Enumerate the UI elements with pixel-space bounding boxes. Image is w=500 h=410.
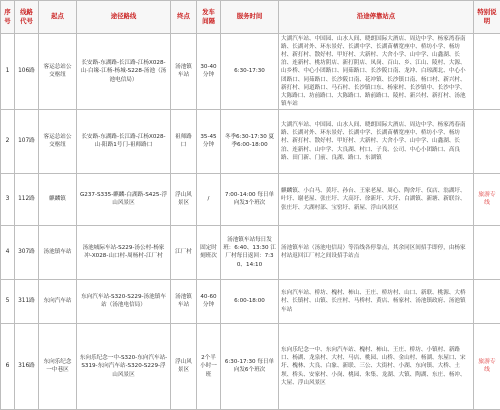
cell-interval: / xyxy=(197,173,221,225)
header-row xyxy=(1,1,500,34)
cell-stops: 麒麟镇、小白马、黄圩、孙台、王家老屋、周心、陶舍圩、仪店、翁湖圩、叶圩、谢老屋、张庄圩、大高圩、徐新圩、大圩、白湖镇、新塘、新联谷、张庄圩、大湖村部、宝窑圩、新屋、浮山风景区 xyxy=(279,173,474,225)
cell-line-code: 112路 xyxy=(15,173,39,225)
table-row xyxy=(1,323,500,409)
cell-seq: 5 xyxy=(1,279,15,323)
cell-interval: 固定时刻班次 xyxy=(197,225,221,279)
header-start: 起点 xyxy=(39,1,77,34)
cell-line-code: 107路 xyxy=(15,109,39,173)
cell-start: 东向乐纪念一中巷区 xyxy=(39,323,77,409)
table-row xyxy=(1,34,500,110)
cell-interval: 30-40分钟 xyxy=(197,34,221,110)
cell-end: 汤池镇车站 xyxy=(171,279,197,323)
cell-service-time: 冬季6:30-17:30 夏季6:00-18:00 xyxy=(221,109,279,173)
cell-service-time: 汤池镇车站每日发班：6:40、13:30 江厂村每日返回：7:30、14:10 xyxy=(221,225,279,279)
cell-start: 客运总站公交枢纽 xyxy=(39,109,77,173)
cell-end: 汤池镇车站 xyxy=(171,34,197,110)
cell-route: 东向汽车站-S320-S229-汤池镇车站（汤池电信局） xyxy=(77,279,171,323)
cell-line-code: 307路 xyxy=(15,225,39,279)
cell-route: 东向乐纪念一中-S320-东向汽车站-S319-东向汽车站-S320-S229-浮山风景区 xyxy=(77,323,171,409)
cell-stops: 大湖汽车站、中国园、山水人间、晓朗国际大酒店、周边中学、杨家湾春南路、长湖对外、环东景好、长湖中学、长湖苗栖宽座中、桥坊小学、杨坊村、新打村、散好村、甲好村、大新村、大舍小学、山中学、山鑫湖、长泊、连新村、桃坊阴店、新打阴店、凤岗、百山、乡、江山、陵村、大源、山乡桥、中心小团路口、同茹路口、长沙阪口南、龙冲、白琼湖北、中心小团路口、同茹路口、长沙阪口南、花冲镇、长沙镇口南、杨口村、新兴村、新打村、同道路口、马石村、长沙镇口东、杨家村、长沙镇中、长沙中学、大陈路口、坊前路口、大陈路口、路前路口、陵村、新兴村、新打村、汤池镇车站 xyxy=(279,34,474,110)
cell-line-code: 311路 xyxy=(15,279,39,323)
cell-note: 旅游专线 xyxy=(474,173,500,225)
cell-route: 长安路-东湖路-长江路-江杨X028-山·阳路1号门-祖师路口 xyxy=(77,109,171,173)
cell-seq: 4 xyxy=(1,225,15,279)
cell-stops: 东向汽车站、桥坊、槐村、柿山、王庄、桥坊村、山口、新联、桃源、大桥村、长镇村、山镇、长庄村、马桥村、黄店、杨家村、汤池镇政府、汤池镇车站 xyxy=(279,279,474,323)
cell-note xyxy=(474,225,500,279)
cell-note xyxy=(474,279,500,323)
cell-start: 东向汽车站 xyxy=(39,279,77,323)
cell-note xyxy=(474,34,500,110)
header-route: 途径路线 xyxy=(77,1,171,34)
cell-seq: 6 xyxy=(1,323,15,409)
cell-interval: 2个半小时一班 xyxy=(197,323,221,409)
cell-note: 旅游专线 xyxy=(474,323,500,409)
cell-line-code: 316路 xyxy=(15,323,39,409)
cell-service-time: 7:00-14:00 每日单向发3个班次 xyxy=(221,173,279,225)
table-row xyxy=(1,225,500,279)
cell-line-code: 106路 xyxy=(15,34,39,110)
cell-service-time: 6:30-17:30 每日单向发6个班次 xyxy=(221,323,279,409)
cell-end: 浮山风景区 xyxy=(171,323,197,409)
table-row xyxy=(1,109,500,173)
header-stops: 沿途停靠站点 xyxy=(279,1,474,34)
cell-start: 汤池镇车站 xyxy=(39,225,77,279)
cell-stops: 大湖汽车站、中国园、山水人间、晓朗国际大酒店、周边中学、杨家湾春南路、长湖对外、环东景好、长湖中学、长湖苗栖宽座中、桥坊小学、杨坊村、新打村、散好村、甲好村、大新村、大舍小学、山中学、山鑫湖、长泊、连新村、山中学、大良湖、村口、子良、公司、中心小团路口、高良路、田门新、门前、良湖、路口、东湖镇 xyxy=(279,109,474,173)
header-line-code: 线路代号 xyxy=(15,1,39,34)
cell-note xyxy=(474,109,500,173)
cell-route: 汤池城际车站-S229-汤公村-杨家冲-X028-山口村-周杨村-江厂村 xyxy=(77,225,171,279)
cell-stops: 东向乐纪念一中、东向汽车站、槐村、柿山、王庄、桥坊、小镇村、新路口、杨湖、龙泉村、大村、马店、桃园、山桥、金山村、杨湖、东屋口、宋圩、槐林、大良、白象、新联、三公、大街村、小湖、东向镇、大桥、土坝、桥头、安家村、小岗、桃园、朱集、龙湖、大镇、陶湖、东庄、杨冲、大屋、浮山风景区 xyxy=(279,323,474,409)
cell-end: 浮山风景区 xyxy=(171,173,197,225)
table-row xyxy=(1,279,500,323)
cell-end: 江厂村 xyxy=(171,225,197,279)
table-row xyxy=(1,173,500,225)
cell-route: 长安路-东湖路-长江路-江杨X028-山·白缘-江杨-杨城-S228-汤池（汤池电信局） xyxy=(77,34,171,110)
cell-service-time: 6:00-18:00 xyxy=(221,279,279,323)
cell-interval: 35-45分钟 xyxy=(197,109,221,173)
cell-end: 祖师路口 xyxy=(171,109,197,173)
cell-seq: 1 xyxy=(1,34,15,110)
header-end: 终点 xyxy=(171,1,197,34)
cell-start: 客运总站公交枢纽 xyxy=(39,34,77,110)
header-service-time: 服务时间 xyxy=(221,1,279,34)
cell-interval: 40-60分钟 xyxy=(197,279,221,323)
cell-stops: 汤池镇车站（汤池电信局）等沿线各停靠点，其余同区间招手即停，由杨家村站返回江厂村之间设招手站点 xyxy=(279,225,474,279)
cell-seq: 3 xyxy=(1,173,15,225)
header-interval: 发车间隔 xyxy=(197,1,221,34)
cell-route: G237-S335-麒麟-白湖路-S425-浮山风景区 xyxy=(77,173,171,225)
cell-service-time: 6:30-17:30 xyxy=(221,34,279,110)
header-seq: 序号 xyxy=(1,1,15,34)
cell-seq: 2 xyxy=(1,109,15,173)
cell-start: 麒麟镇 xyxy=(39,173,77,225)
header-note: 特别说明 xyxy=(474,1,500,34)
